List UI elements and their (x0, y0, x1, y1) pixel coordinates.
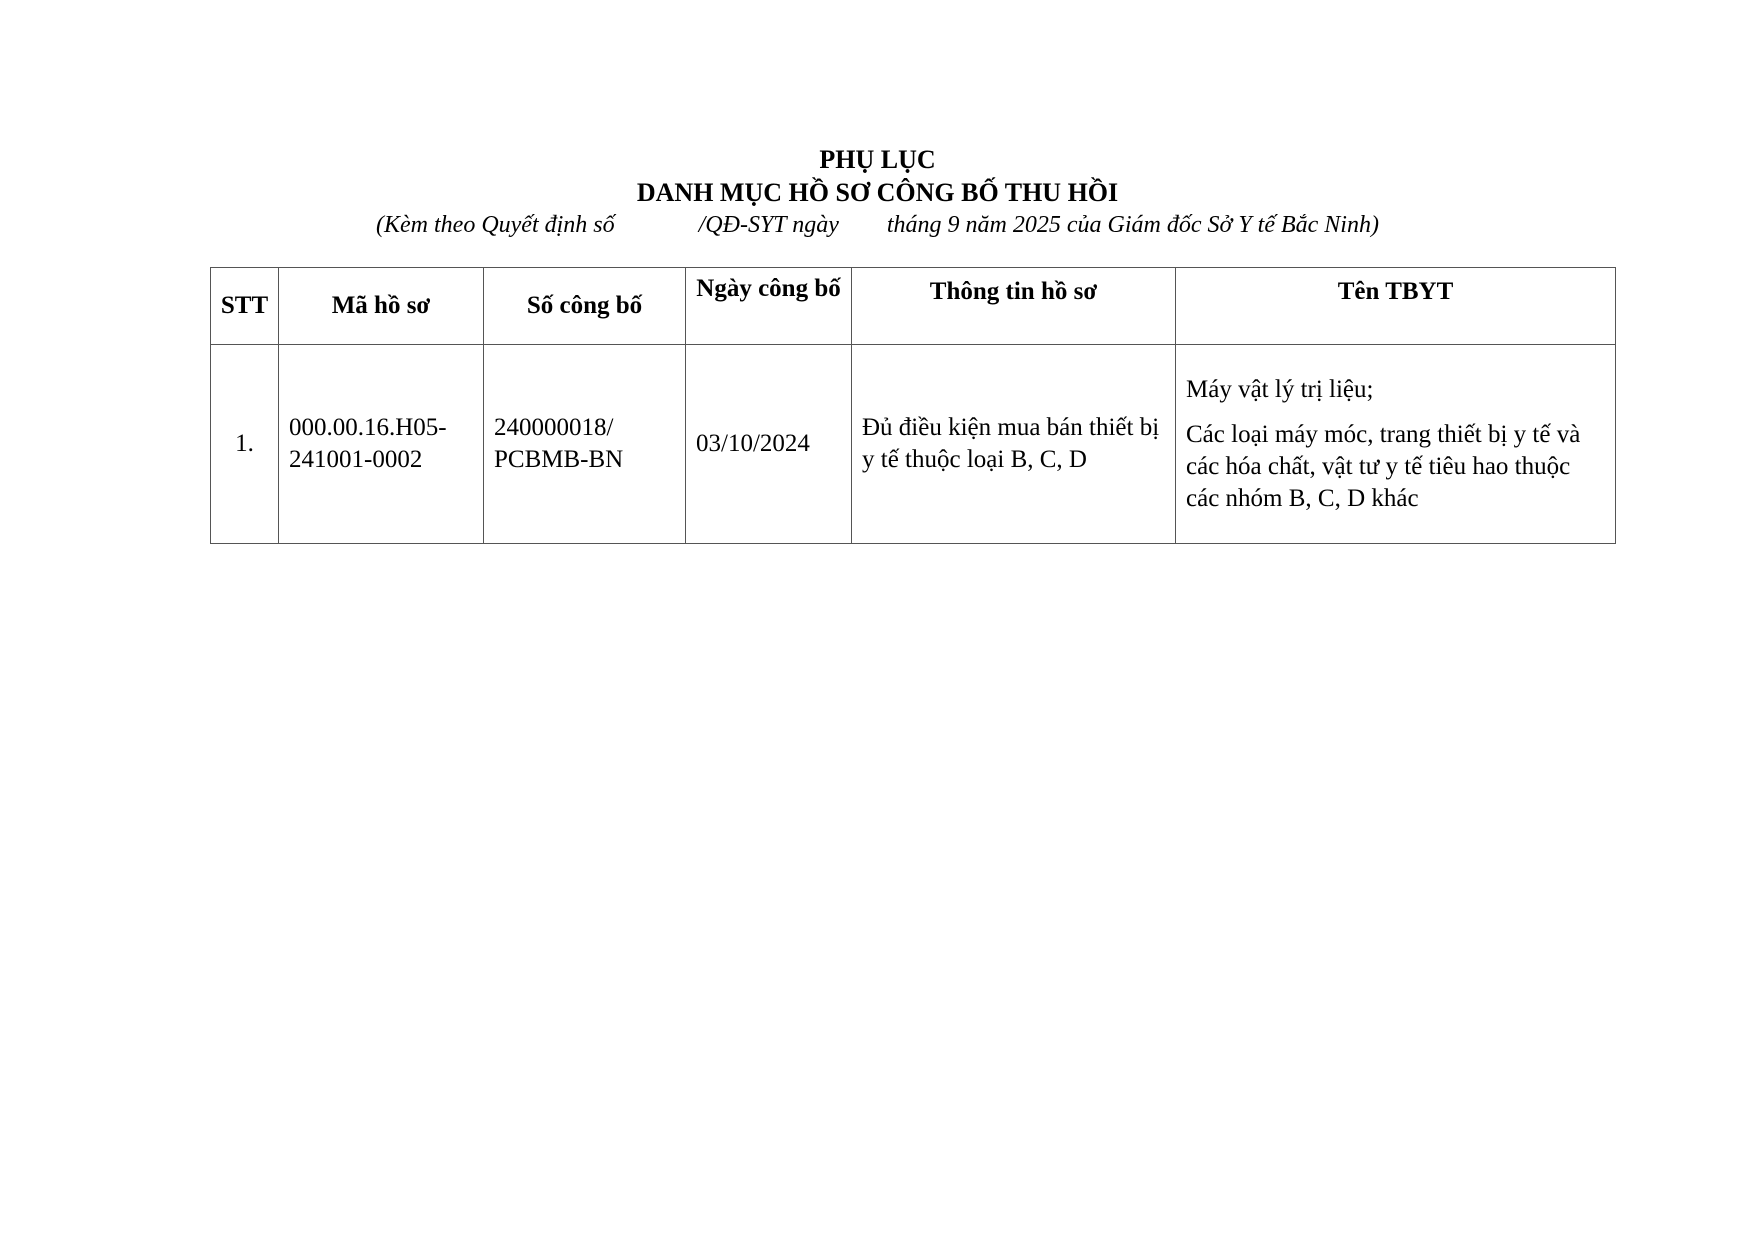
cell-so-cong-bo: 240000018/ PCBMB-BN (484, 345, 686, 544)
header-ma-ho-so: Mã hồ sơ (279, 268, 484, 345)
catalog-title: DANH MỤC HỒ SƠ CÔNG BỐ THU HỒI (636, 178, 1119, 207)
cell-ngay-cong-bo: 03/10/2024 (686, 345, 852, 544)
ten-tbyt-line: Các loại máy móc, trang thiết bị y tế và các hóa chất, vật tư y tế tiêu hao thuộc các nhóm B, C, D khác (1186, 420, 1581, 512)
appendix-title: PHỤ LỤC (819, 145, 936, 174)
cell-ma-ho-so: 000.00.16.H05-241001-0002 (279, 345, 484, 544)
header-ngay-cong-bo: Ngày công bố (686, 268, 852, 345)
header-so-cong-bo: Số công bố (484, 268, 686, 345)
ten-tbyt-line: Máy vật lý trị liệu; (1186, 375, 1374, 403)
table-row (211, 345, 1616, 544)
decision-reference-note: (Kèm theo Quyết định số /QĐ-SYT ngày tháng 9 năm 2025 của Giám đốc Sở Y tế Bắc Ninh) (376, 212, 1379, 238)
cell-thong-tin-ho-so: Đủ điều kiện mua bán thiết bị y tế thuộc loại B, C, D (852, 345, 1176, 544)
header-stt: STT (211, 268, 279, 345)
header-ten-tbyt: Tên TBYT (1176, 268, 1616, 345)
table-header-row (211, 268, 1616, 345)
cell-stt: 1. (211, 345, 279, 544)
cell-ten-tbyt (1176, 345, 1616, 544)
recall-catalog-table (210, 267, 1616, 544)
header-thong-tin-ho-so: Thông tin hồ sơ (852, 268, 1176, 345)
